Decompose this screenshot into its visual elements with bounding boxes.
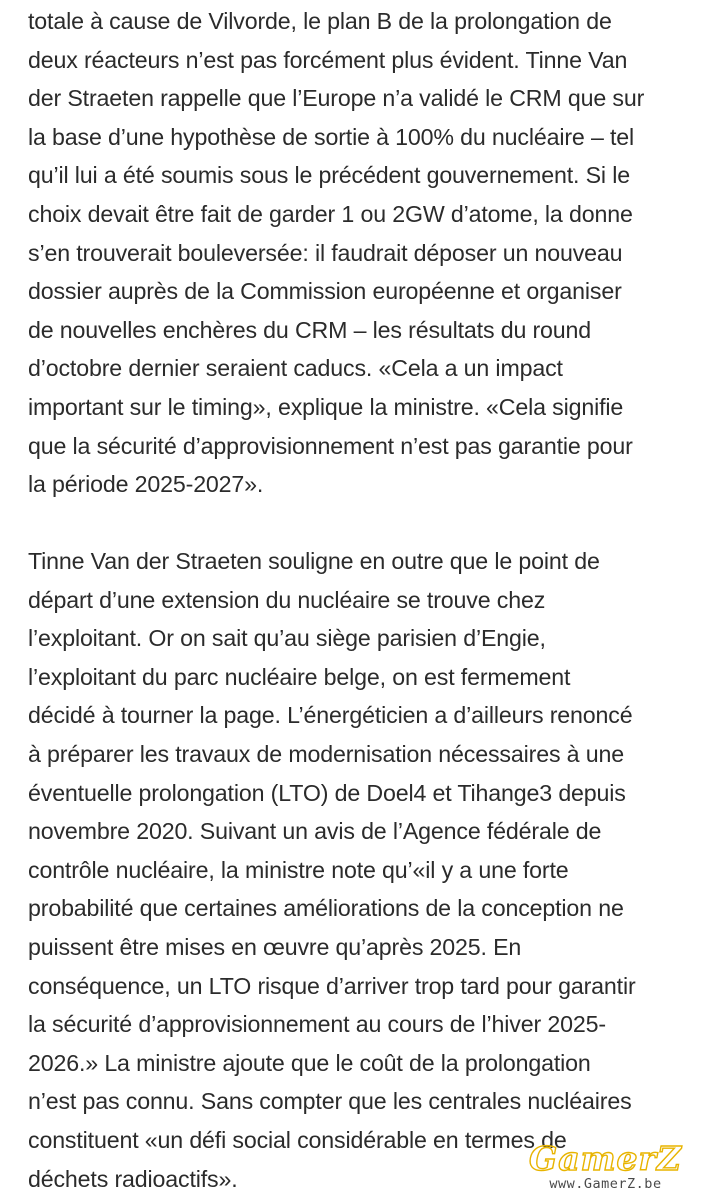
- paragraph-line: Tinne Van der Straeten souligne en outre que le point de: [28, 548, 600, 575]
- paragraph-line: l’exploitant du parc nucléaire belge, on est fermement: [28, 663, 571, 690]
- paragraph-line: der Straeten rappelle que l’Europe n’a validé le CRM que sur: [28, 85, 645, 112]
- paragraph-line: que la sécurité d’approvisionnement n’est pas garantie pour: [28, 432, 633, 459]
- paragraph-line: qu’il lui a été soumis sous le précédent gouvernement. Si le: [28, 162, 630, 189]
- paragraph-line: n’est pas connu. Sans compter que les centrales nucléaires: [28, 1088, 632, 1115]
- paragraph-line: 2026.» La ministre ajoute que le coût de la prolongation: [28, 1049, 591, 1076]
- gamerz-watermark: [513, 1139, 698, 1194]
- paragraph-line: la période 2025-2027».: [28, 471, 264, 498]
- paragraph-line: départ d’une extension du nucléaire se trouve chez: [28, 586, 546, 613]
- paragraph-line: deux réacteurs n’est pas forcément plus évident. Tinne Van: [28, 46, 628, 73]
- paragraph-line: décidé à tourner la page. L’énergéticien a d’ailleurs renoncé: [28, 702, 633, 729]
- paragraph-line: éventuelle prolongation (LTO) de Doel4 et Tihange3 depuis: [28, 779, 626, 806]
- paragraph-line: puissent être mises en œuvre qu’après 2025. En: [28, 934, 522, 961]
- paragraph-line: d’octobre dernier seraient caducs. «Cela a un impact: [28, 355, 563, 382]
- paragraph-line: s’en trouverait bouleversée: il faudrait déposer un nouveau: [28, 239, 623, 266]
- paragraph-line: important sur le timing», explique la ministre. «Cela signifie: [28, 393, 624, 420]
- paragraph-line: constituent «un défi social considérable en termes de: [28, 1127, 567, 1154]
- article-paragraph-2: [28, 542, 704, 1198]
- paragraph-line: l’exploitant. Or on sait qu’au siège parisien d’Engie,: [28, 625, 546, 652]
- article-body: [28, 2, 704, 1198]
- paragraph-line: contrôle nucléaire, la ministre note qu’«il y a une forte: [28, 856, 569, 883]
- paragraph-line: choix devait être fait de garder 1 ou 2GW d’atome, la donne: [28, 200, 633, 227]
- paragraph-line: la sécurité d’approvisionnement au cours de l’hiver 2025-: [28, 1011, 606, 1038]
- paragraph-line: conséquence, un LTO risque d’arriver trop tard pour garantir: [28, 972, 636, 999]
- paragraph-line: totale à cause de Vilvorde, le plan B de la prolongation de: [28, 8, 612, 34]
- paragraph-line: déchets radioactifs».: [28, 1165, 238, 1192]
- paragraph-line: de nouvelles enchères du CRM – les résultats du round: [28, 316, 592, 343]
- paragraph-line: à préparer les travaux de modernisation nécessaires à une: [28, 741, 624, 768]
- paragraph-line: novembre 2020. Suivant un avis de l’Agence fédérale de: [28, 818, 602, 845]
- paragraph-line: la base d’une hypothèse de sortie à 100% du nucléaire – tel: [28, 123, 635, 150]
- paragraph-spacer: [28, 504, 704, 542]
- watermark-logo: GamerZ: [529, 1139, 682, 1178]
- paragraph-line: dossier auprès de la Commission européenne et organiser: [28, 278, 622, 305]
- watermark-url: www.GamerZ.be: [549, 1176, 662, 1192]
- article-paragraph-1: [28, 2, 704, 504]
- paragraph-line: probabilité que certaines améliorations de la conception ne: [28, 895, 624, 922]
